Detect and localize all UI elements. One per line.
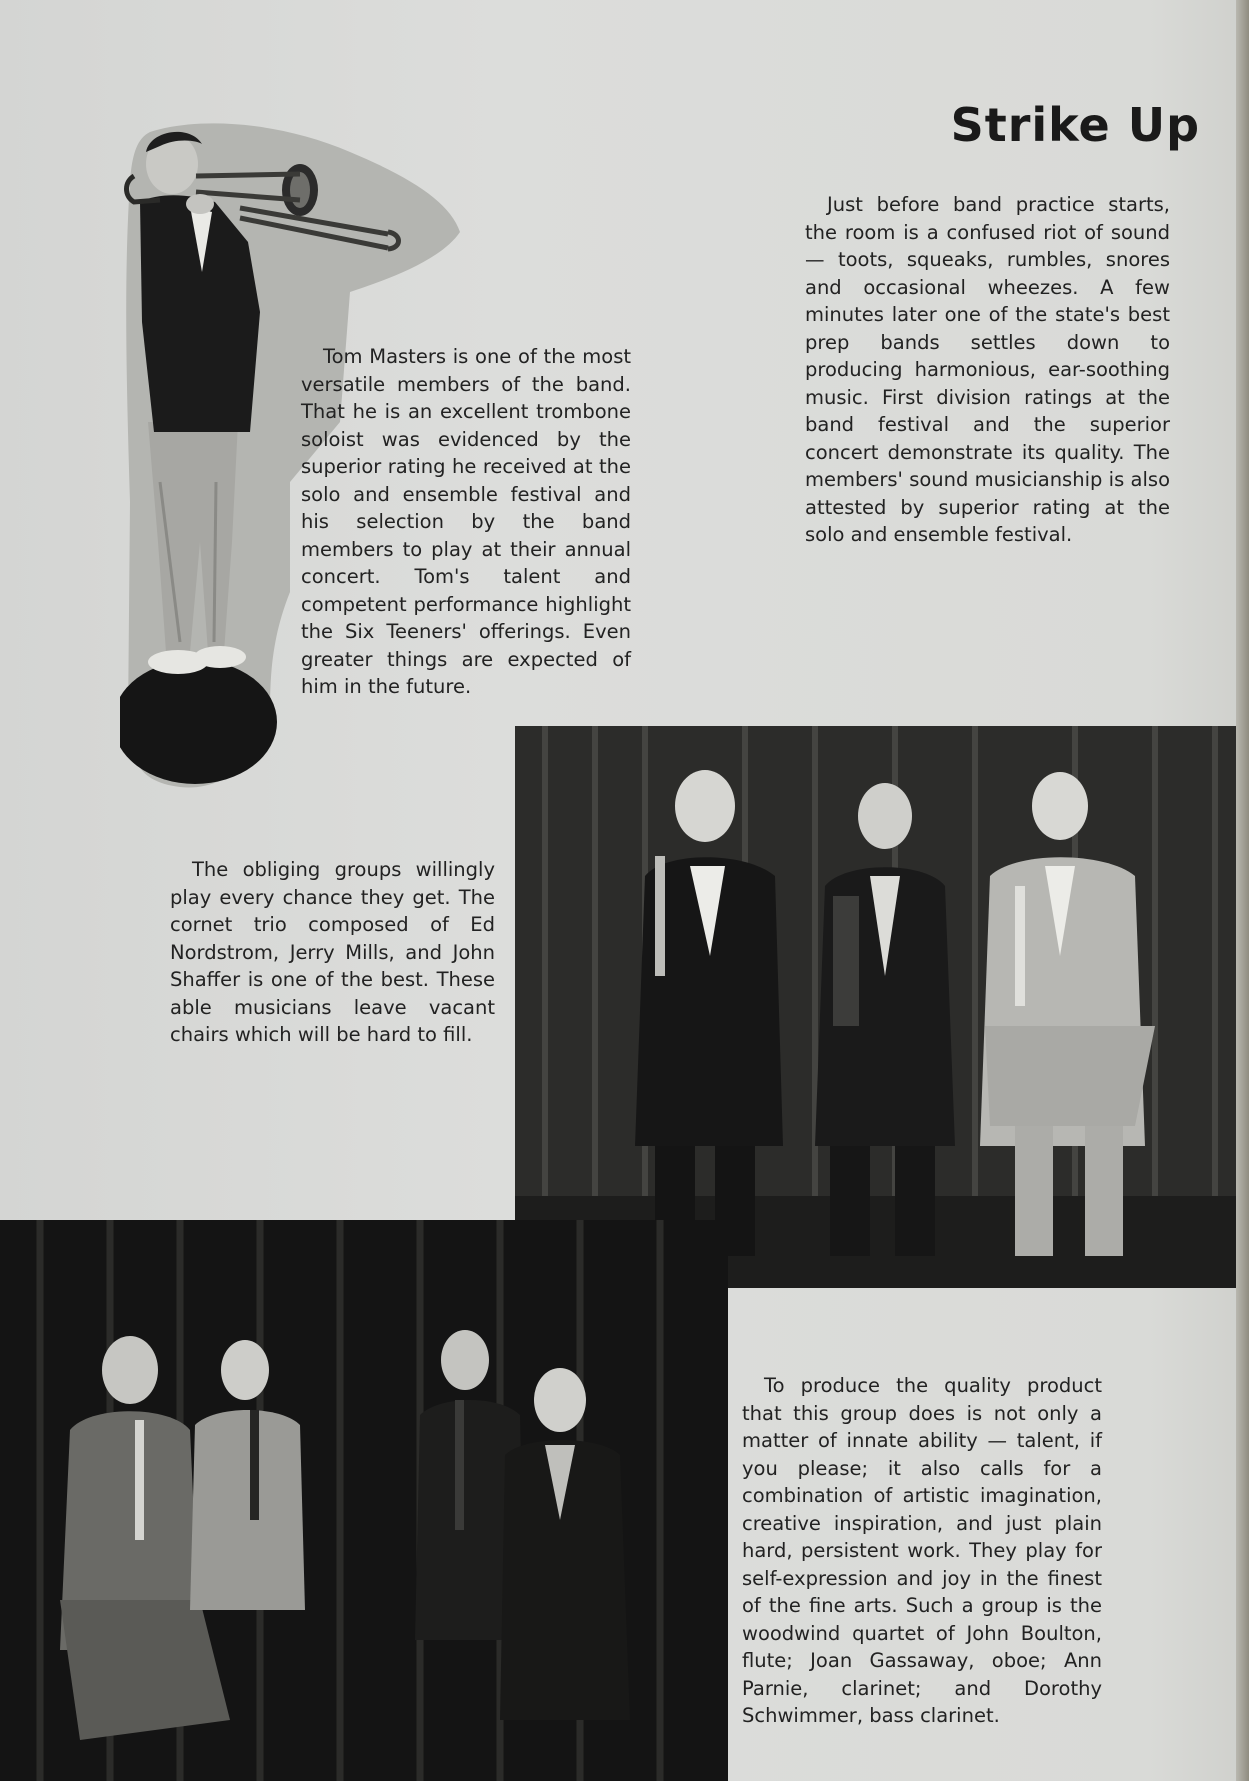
woodwind-caption: To produce the quality product that this group does is not only a matter of innate ability — talent, if you please; it also calls for a combination of artistic imagination, creative inspiration, and just plain hard, persistent work. They play for self-expression and joy in the finest of the fine arts. Such a group is the woodwind quartet of John Boulton, flute; Joan Gassaway, oboe; Ann Parnie, clarinet; and Dorothy Schwimmer, bass clarinet.: [742, 1374, 1102, 1727]
trombone-caption: Tom Masters is one of the most versatile members of the band. That he is an excellent trombone soloist was evidenced by the superior rating he received at the solo and ensemble festival and his selection by the band members to play at their annual concert. Tom's talent and competent performance highlight the Six Teeners' offerings. Even greater things are expected of him in the future.: [301, 345, 631, 698]
woodwind-quartet-photo: [0, 1220, 728, 1781]
cornet-caption: The obliging groups willingly play every chance they get. The cornet trio composed of Ed Nordstrom, Jerry Mills, and John Shaffer is one of the best. These able musicians leave vacant chairs which will be hard to fill.: [170, 858, 495, 1046]
page-title: Strike Up: [950, 98, 1200, 152]
page-edge: [1236, 0, 1249, 1781]
cornet-trio-photo: [515, 726, 1236, 1288]
intro-paragraph: Just before band practice starts, the room is a confused riot of sound — toots, squeaks, rumbles, snores and occasional wheezes. A few minutes later one of the state's best prep bands settles down to producing harmonious, ear-soothing music. First division ratings at the band festival and the superior concert demonstrate its quality. The members' sound musicianship is also attested by superior rating at the solo and ensemble festival.: [805, 193, 1170, 546]
